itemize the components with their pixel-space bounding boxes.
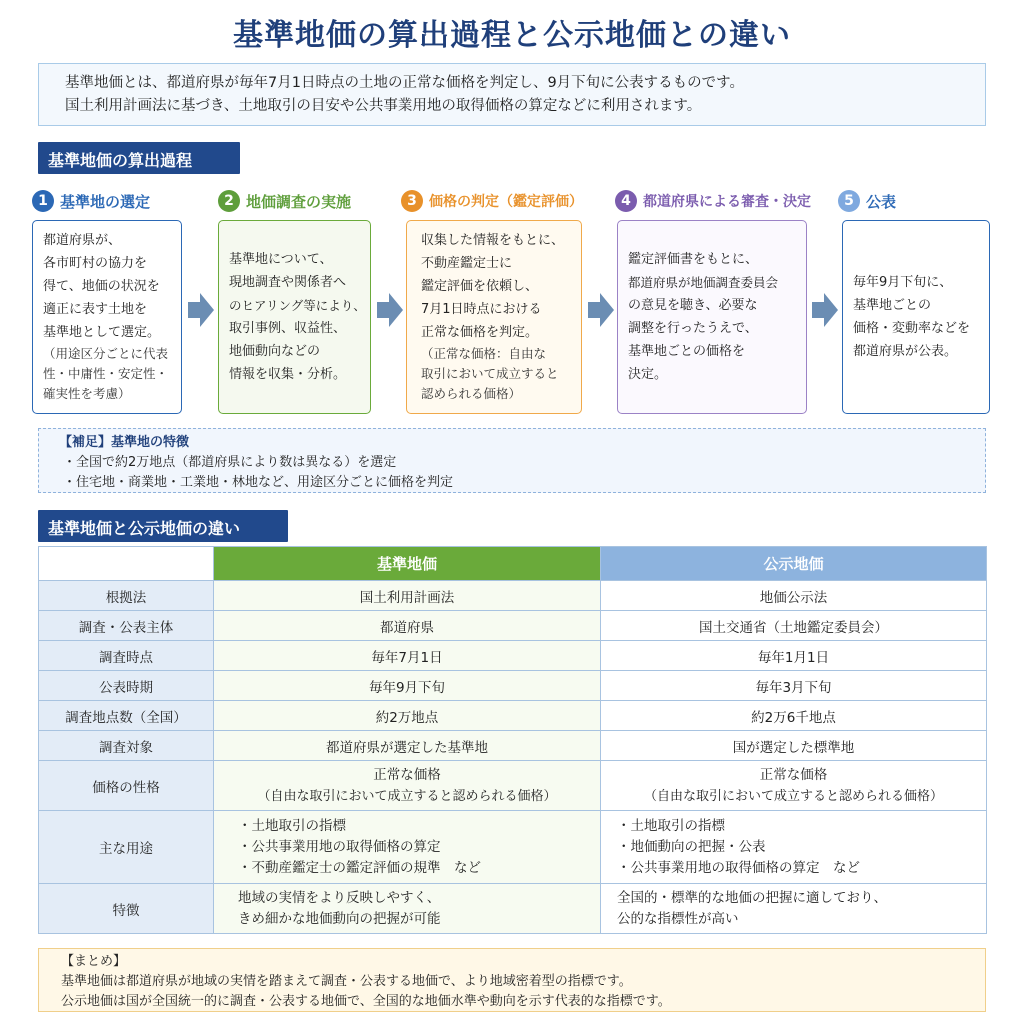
- step-4-number: 4: [615, 190, 637, 212]
- supplement-item: ・全国で約2万地点（都道府県により数は異なる）を選定: [63, 455, 397, 470]
- step-1-number: 1: [32, 190, 54, 212]
- row-label: 調査対象: [39, 731, 214, 761]
- arrow-right-icon: [588, 293, 614, 327]
- step-1-title: 基準地の選定: [60, 192, 151, 211]
- step-5-line: 価格・変動率などを: [853, 321, 971, 336]
- step-1-heading: [32, 189, 150, 213]
- step-2-line: 現地調査や関係者へ: [229, 275, 347, 290]
- kijun-cell: 毎年7月1日: [214, 641, 601, 671]
- step-2-title: 地価調査の実施: [246, 192, 352, 211]
- row-label: 公表時期: [39, 671, 214, 701]
- cell-line: ・公共事業用地の取得価格の算定 など: [617, 859, 860, 876]
- step-2-line: のヒアリング等により、: [229, 298, 366, 313]
- cell-line: 地域の実情をより反映しやすく、: [238, 889, 441, 906]
- koji-cell: 毎年1月1日: [601, 641, 987, 671]
- step-1-note-line: 性・中庸性・安定性・: [43, 366, 169, 381]
- step-3-note-line: 認められる価格）: [421, 386, 522, 401]
- step-1-line: 各市町村の協力を: [43, 256, 148, 271]
- cell-line: ・公共事業用地の取得価格の算定: [238, 838, 441, 855]
- step-3-line: 不動産鑑定士に: [421, 256, 513, 271]
- koji-cell: 国が選定した標準地: [601, 731, 987, 761]
- summary-heading: 【まとめ】: [61, 954, 127, 969]
- step-2-line: 取引事例、収益性、: [229, 321, 347, 336]
- step-2-line: 基準地について、: [229, 252, 333, 267]
- step-1-box: [32, 220, 182, 414]
- step-5-heading: [838, 189, 896, 213]
- cell-line: ・地価動向の把握・公表: [617, 838, 766, 855]
- koji-cell: [601, 761, 987, 811]
- page-title: 基準地価の算出過程と公示地価との違い: [233, 18, 791, 53]
- step-2-heading: [218, 189, 351, 213]
- step-5-line: 都道府県が公表。: [853, 344, 958, 359]
- table-row: [39, 641, 987, 671]
- table-corner: [39, 547, 214, 581]
- step-3-note-line: （正常な価格：自由な: [421, 346, 547, 361]
- step-2-line: 地価動向などの: [229, 344, 321, 359]
- row-label: 調査時点: [39, 641, 214, 671]
- step-5-number: 5: [838, 190, 860, 212]
- step-3-note: [421, 344, 571, 404]
- arrow-right-icon: [377, 293, 403, 327]
- step-1-line: 得て、地価の状況を: [43, 279, 160, 294]
- intro-line: 基準地価とは、都道府県が毎年7月1日時点の土地の正常な価格を判定し、9月下旬に公表するものです。: [65, 75, 745, 91]
- step-1-note-line: （用途区分ごとに代表: [43, 346, 169, 361]
- table-row: [39, 811, 987, 884]
- step-1-note-line: 確実性を考慮）: [43, 386, 131, 401]
- step-3-number: 3: [401, 190, 423, 212]
- table-row: [39, 611, 987, 641]
- koji-cell: 地価公示法: [601, 581, 987, 611]
- kijun-cell: 都道府県が選定した基準地: [214, 731, 601, 761]
- process-section-heading: 基準地価の算出過程: [38, 142, 240, 174]
- step-3-line: 正常な価格を判定。: [421, 325, 539, 340]
- step-3-heading: [401, 189, 583, 213]
- step-2-line: 情報を収集・分析。: [229, 367, 347, 382]
- kijun-cell: [214, 761, 601, 811]
- step-3-title: 価格の判定（鑑定評価）: [429, 194, 583, 210]
- step-3-note-line: 取引において成立すると: [421, 366, 559, 381]
- step-4-box: [617, 220, 807, 414]
- kijun-cell: [214, 811, 601, 884]
- step-5-line: 基準地ごとの: [853, 298, 932, 313]
- cell-line: きめ細かな地価動向の把握が可能: [238, 910, 441, 927]
- table-row: [39, 671, 987, 701]
- row-label: 根拠法: [39, 581, 214, 611]
- step-3-line: 収集した情報をもとに、: [421, 233, 565, 248]
- koji-cell: 約2万6千地点: [601, 701, 987, 731]
- supplement-box: [38, 428, 986, 493]
- kijun-cell: 都道府県: [214, 611, 601, 641]
- comparison-section-heading: 基準地価と公示地価の違い: [38, 510, 288, 542]
- row-label: 調査地点数（全国）: [39, 701, 214, 731]
- summary-box: [38, 948, 986, 1012]
- step-5-line: 毎年9月下旬に、: [853, 275, 953, 290]
- row-label: 主な用途: [39, 811, 214, 884]
- supplement-heading: 【補足】基準地の特徴: [59, 435, 190, 450]
- comparison-table: [38, 546, 987, 934]
- step-4-line: 決定。: [628, 367, 668, 382]
- koji-cell: [601, 811, 987, 884]
- table-row: [39, 701, 987, 731]
- koji-cell: 毎年3月下旬: [601, 671, 987, 701]
- step-4-line: 基準地ごとの価格を: [628, 344, 746, 359]
- arrow-right-icon: [812, 293, 838, 327]
- intro-line: 国土利用計画法に基づき、土地取引の目安や公共事業用地の取得価格の算定などに利用されます。: [65, 98, 702, 114]
- cell-line: （自由な取引において成立すると認められる価格）: [257, 788, 557, 804]
- col-header-koji: 公示地価: [601, 547, 987, 581]
- cell-line: 正常な価格: [373, 766, 441, 783]
- table-row: [39, 581, 987, 611]
- koji-cell: [601, 884, 987, 934]
- step-5-title: 公表: [866, 192, 897, 211]
- cell-line: （自由な取引において成立すると認められる価格）: [643, 788, 943, 804]
- step-1-line: 都道府県が、: [43, 233, 122, 248]
- step-4-line: の意見を聴き、必要な: [628, 298, 758, 313]
- cell-line: ・土地取引の指標: [617, 817, 725, 834]
- table-row: [39, 731, 987, 761]
- table-row: [39, 761, 987, 811]
- koji-cell: 国土交通省（土地鑑定委員会）: [601, 611, 987, 641]
- step-1-line: 基準地として選定。: [43, 325, 161, 340]
- cell-line: ・土地取引の指標: [238, 817, 346, 834]
- kijun-cell: 国土利用計画法: [214, 581, 601, 611]
- cell-line: 公的な指標性が高い: [617, 910, 739, 927]
- row-label: 調査・公表主体: [39, 611, 214, 641]
- cell-line: 正常な価格: [759, 766, 828, 783]
- summary-line: 基準地価は都道府県が地域の実情を踏まえて調査・公表する地価で、より地域密着型の指標です。: [61, 974, 632, 989]
- cell-line: ・不動産鑑定士の鑑定評価の規準 など: [238, 859, 481, 876]
- table-row: [39, 884, 987, 934]
- step-1-note: [43, 344, 171, 404]
- step-3-line: 鑑定評価を依頼し、: [421, 279, 539, 294]
- kijun-cell: 約2万地点: [214, 701, 601, 731]
- step-2-box: [218, 220, 371, 414]
- step-2-number: 2: [218, 190, 240, 212]
- kijun-cell: [214, 884, 601, 934]
- arrow-right-icon: [188, 293, 214, 327]
- col-header-kijun: 基準地価: [214, 547, 601, 581]
- cell-line: 全国的・標準的な地価の把握に適しており、: [617, 889, 887, 906]
- step-4-line: 鑑定評価書をもとに、: [628, 252, 759, 267]
- summary-line: 公示地価は国が全国統一的に調査・公表する地価で、全国的な地価水準や動向を示す代表的な指標です。: [61, 994, 671, 1009]
- step-1-line: 適正に表す土地を: [43, 302, 148, 317]
- step-5-box: [842, 220, 990, 414]
- kijun-cell: 毎年9月下旬: [214, 671, 601, 701]
- supplement-item: ・住宅地・商業地・工業地・林地など、用途区分ごとに価格を判定: [63, 475, 454, 490]
- row-label: 価格の性格: [39, 761, 214, 811]
- step-3-box: [406, 220, 582, 414]
- step-4-heading: [615, 189, 811, 213]
- intro-box: [38, 63, 986, 126]
- step-4-line: 都道府県が地価調査委員会: [628, 275, 779, 290]
- row-label: 特徴: [39, 884, 214, 934]
- step-4-line: 調整を行ったうえで、: [628, 321, 758, 336]
- step-3-line: 7月1日時点における: [421, 302, 542, 317]
- step-4-title: 都道府県による審査・決定: [643, 194, 811, 210]
